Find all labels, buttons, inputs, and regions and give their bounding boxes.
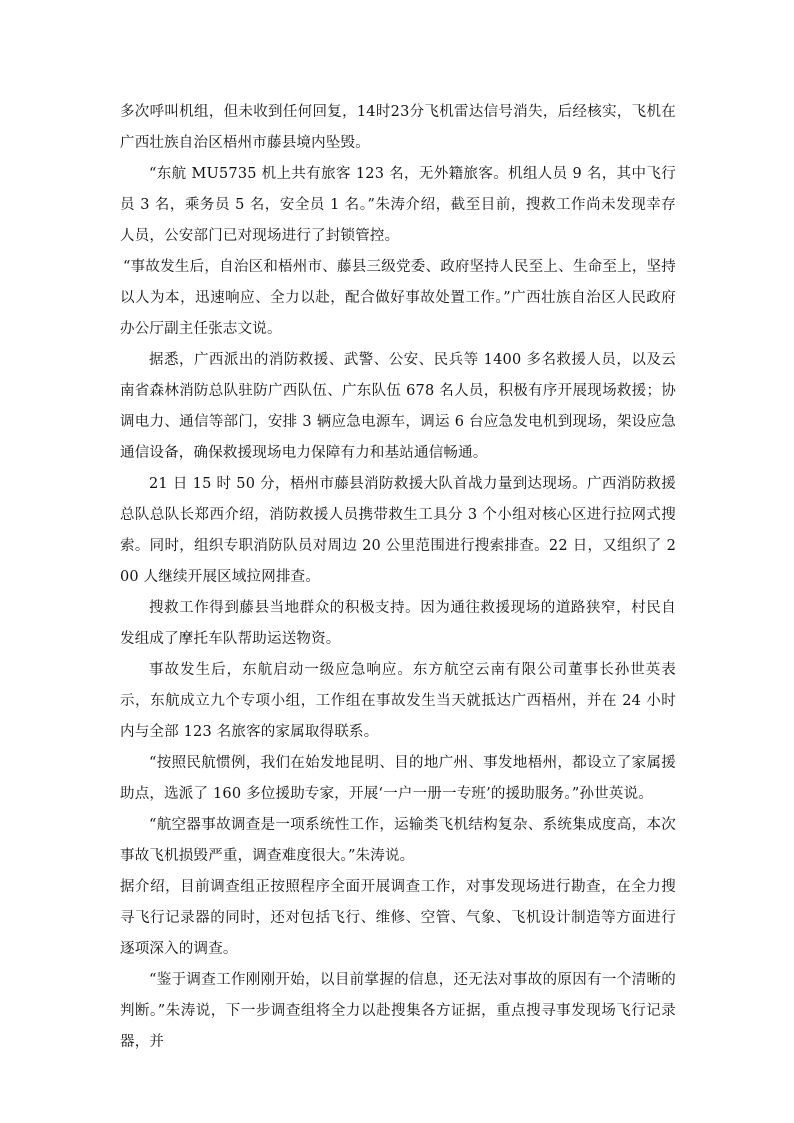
paragraph-4: 据悉，广西派出的消防救援、武警、公安、民兵等 1400 多名救援人员，以及云南省森林消防总队驻防广西队伍、广东队伍 678 名人员，积极有序开展现场救援；协调电力、通信等部门，安排 3 辆应急电源车，调运 6 台应急发电机到现场，架设应急通信设备，确保救援现场电力保障有力和基站通信畅通。 [120, 352, 676, 461]
paragraph-6: 搜救工作得到藤县当地群众的积极支持。因为通往救援现场的道路狭窄，村民自发组成了摩托车队帮助运送物资。 [120, 600, 676, 647]
paragraph-2: “东航 MU5735 机上共有旅客 123 名，无外籍旅客。机组人员 9 名，其中飞行员 3 名，乘务员 5 名，安全员 1 名。”朱涛介绍，截至目前，搜救工作尚未发现幸存人员，公安部门已对现场进行了封锁管控。 [120, 166, 676, 244]
paragraph-1: 多次呼叫机组，但未收到任何回复，14时23分飞机雷达信号消失，后经核实，飞机在广西壮族自治区梧州市藤县境内坠毁。 [120, 104, 676, 151]
paragraph-10: 据介绍，目前调查组正按照程序全面开展调查工作，对事发现场进行勘查，在全力搜寻飞行记录器的同时，还对包括飞行、维修、空管、气象、飞机设计制造等方面进行逐项深入的调查。 [120, 879, 676, 957]
paragraph-9: “航空器事故调查是一项系统性工作，运输类飞机结构复杂、系统集成度高，本次事故飞机损毁严重，调查难度很大。”朱涛说。 [120, 817, 676, 864]
paragraph-8: “按照民航惯例，我们在始发地昆明、目的地广州、事发地梧州，都设立了家属援助点，选派了 160 多位援助专家，开展‘一户一册一专班’的援助服务。”孙世英说。 [120, 755, 676, 802]
paragraph-11: “鉴于调查工作刚刚开始，以目前掌握的信息，还无法对事故的原因有一个清晰的判断。”朱涛说，下一步调查组将全力以赴搜集各方证据，重点搜寻事发现场飞行记录器，并 [120, 972, 676, 1050]
paragraph-5: 21 日 15 时 50 分，梧州市藤县消防救援大队首战力量到达现场。广西消防救援总队总队长郑西介绍，消防救援人员携带救生工具分 3 个小组对核心区进行拉网式搜索。同时，组织专职消防队员对周边 20 公里范围进行搜索排查。22 日，又组织了 200 人继续开展区域拉网排查。 [120, 476, 676, 585]
paragraph-3: “事故发生后，自治区和梧州市、藤县三级党委、政府坚持人民至上、生命至上，坚持以人为本，迅速响应、全力以赴，配合做好事故处置工作。”广西壮族自治区人民政府办公厅副主任张志文说。 [120, 259, 676, 337]
paragraph-7: 事故发生后，东航启动一级应急响应。东方航空云南有限公司董事长孙世英表示，东航成立九个专项小组，工作组在事故发生当天就抵达广西梧州，并在 24 小时内与全部 123 名旅客的家属取得联系。 [120, 662, 676, 740]
